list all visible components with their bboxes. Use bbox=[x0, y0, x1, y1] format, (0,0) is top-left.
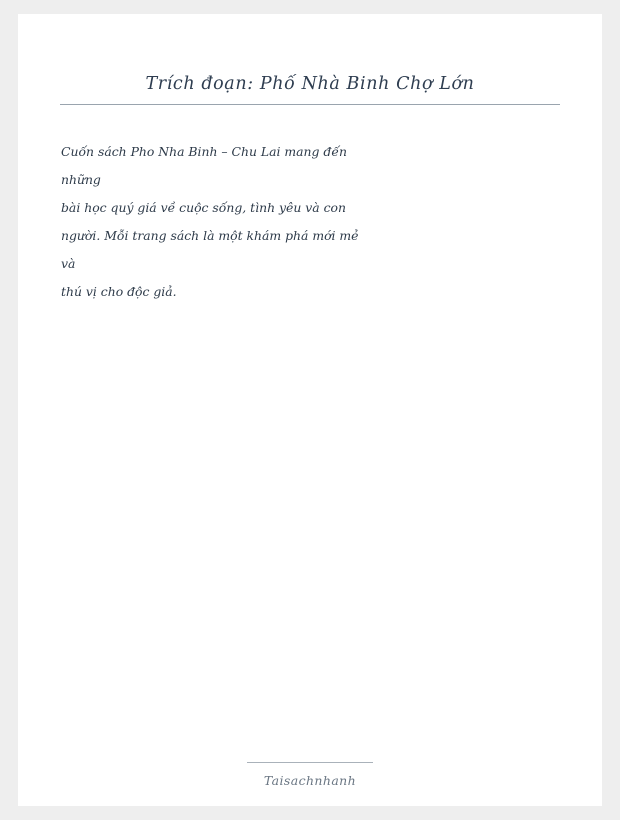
document-page bbox=[18, 14, 602, 806]
title-divider bbox=[60, 104, 560, 105]
footer-label: Taisachnhanh bbox=[263, 773, 357, 788]
body-line: và bbox=[61, 256, 76, 271]
body-line: người. Mỗi trang sách là một khám phá mới mẻ bbox=[61, 228, 359, 243]
body-line: những bbox=[61, 172, 101, 187]
page-title: Trích đoạn: Phố Nhà Binh Chợ Lớn bbox=[145, 74, 475, 94]
page-footer bbox=[18, 762, 602, 788]
body-line: Cuốn sách Pho Nha Binh – Chu Lai mang đến bbox=[61, 144, 347, 159]
footer-divider bbox=[247, 762, 373, 763]
body-line: thú vị cho độc giả. bbox=[61, 284, 177, 299]
body-line: bài học quý giá về cuộc sống, tình yêu và con bbox=[61, 200, 346, 215]
document-body bbox=[61, 138, 531, 306]
